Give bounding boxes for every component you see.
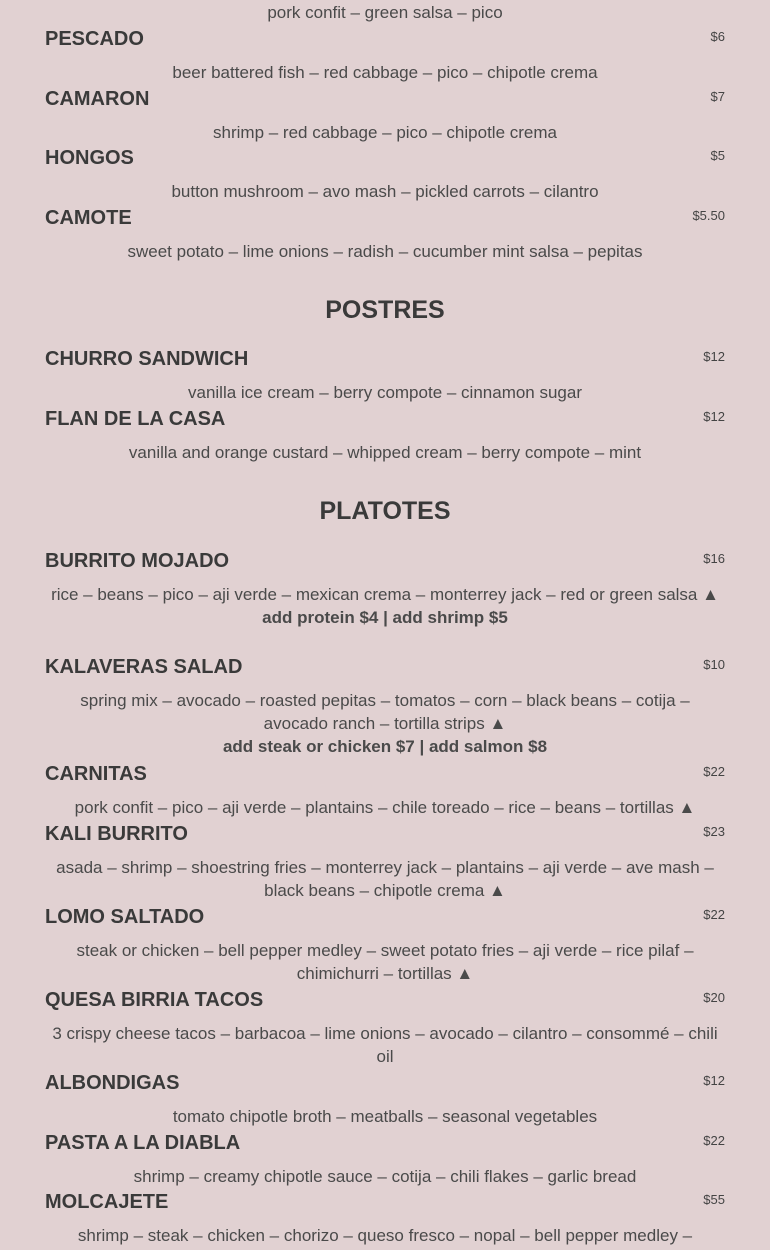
item-name: CHURRO SANDWICH [45,348,249,370]
item-price: $12 [703,409,725,424]
item-name: ALBONDIGAS [45,1072,180,1094]
item-price: $5 [710,148,725,163]
item-price: $7 [710,89,725,104]
item-price: $16 [703,551,725,566]
item-description: shrimp – steak – chicken – chorizo – queso fresco – nopal – bell pepper medley – [77,1226,693,1245]
item-addon: add protein $4 | add shrimp $5 [262,608,508,627]
menu-item [45,549,725,655]
item-description: spring mix – avocado – roasted pepitas – tomatos – corn – black beans – cotija – avocado ranch – tortilla strips ▲ [80,691,690,733]
item-price: $12 [703,1073,725,1088]
item-name: FLAN DE LA CASA [45,408,226,430]
item-name: CAMARON [45,88,150,110]
item-description: vanilla and orange custard – whipped cream – berry compote – mint [128,443,642,462]
item-description: 3 crispy cheese tacos – barbacoa – lime onions – avocado – cilantro – consommé – chili oil [52,1024,718,1066]
item-description: vanilla ice cream – berry compote – cinnamon sugar [187,383,583,402]
section-title-platotes: PLATOTES [319,497,451,525]
item-description: steak or chicken – bell pepper medley – sweet potato fries – aji verde – rice pilaf – chimichurri – tortillas ▲ [76,941,694,983]
item-price: $23 [703,824,725,839]
item-name: CAMOTE [45,207,132,229]
intro-description: pork confit – green salsa – pico [267,3,503,22]
menu-item [45,1190,725,1250]
item-price: $55 [703,1192,725,1207]
item-description: button mushroom – avo mash – pickled carrots – cilantro [171,182,599,201]
menu-item [45,905,725,988]
item-price: $6 [710,29,725,44]
postres-list [45,347,725,467]
item-description: sweet potato – lime onions – radish – cucumber mint salsa – pepitas [127,242,643,261]
item-name: PESCADO [45,28,144,50]
menu-item [45,1071,725,1131]
item-description: shrimp – creamy chipotle sauce – cotija – chili flakes – garlic bread [133,1167,637,1186]
item-name: PASTA A LA DIABLA [45,1132,241,1154]
item-name: MOLCAJETE [45,1191,169,1213]
item-price: $12 [703,349,725,364]
menu-item [45,1131,725,1190]
menu-item [45,347,725,407]
tacos-list [45,27,725,266]
item-price: $22 [703,764,725,779]
item-price: $5.50 [692,208,725,223]
item-description: shrimp – red cabbage – pico – chipotle crema [213,123,557,142]
menu-item [45,655,725,762]
item-name: CARNITAS [45,763,147,785]
item-description: asada – shrimp – shoestring fries – monterrey jack – plantains – aji verde – ave mash – black beans – chipotle crema ▲ [56,858,714,900]
item-addon: add steak or chicken $7 | add salmon $8 [222,737,548,756]
menu-item [45,822,725,905]
menu-item [45,206,725,266]
menu-item [45,407,725,467]
item-price: $20 [703,990,725,1005]
item-name: HONGOS [45,147,134,169]
menu-item [45,146,725,206]
item-price: $22 [703,1133,725,1148]
item-name: KALI BURRITO [45,823,188,845]
platotes-list [45,549,725,1250]
menu-item [45,87,725,146]
item-price: $10 [703,657,725,672]
item-name: QUESA BIRRIA TACOS [45,989,264,1011]
section-title-postres: POSTRES [325,296,445,324]
item-name: KALAVERAS SALAD [45,656,243,678]
item-description: beer battered fish – red cabbage – pico – chipotle crema [172,63,598,82]
menu-item [45,988,725,1071]
item-description: pork confit – pico – aji verde – plantains – chile toreado – rice – beans – tortillas ▲ [74,798,696,817]
item-name: LOMO SALTADO [45,906,205,928]
item-name: BURRITO MOJADO [45,550,230,572]
menu-item [45,27,725,87]
item-price: $22 [703,907,725,922]
item-description: tomato chipotle broth – meatballs – seasonal vegetables [172,1107,598,1126]
menu-item [45,762,725,822]
item-description: rice – beans – pico – aji verde – mexican crema – monterrey jack – red or green salsa ▲ [51,585,719,604]
